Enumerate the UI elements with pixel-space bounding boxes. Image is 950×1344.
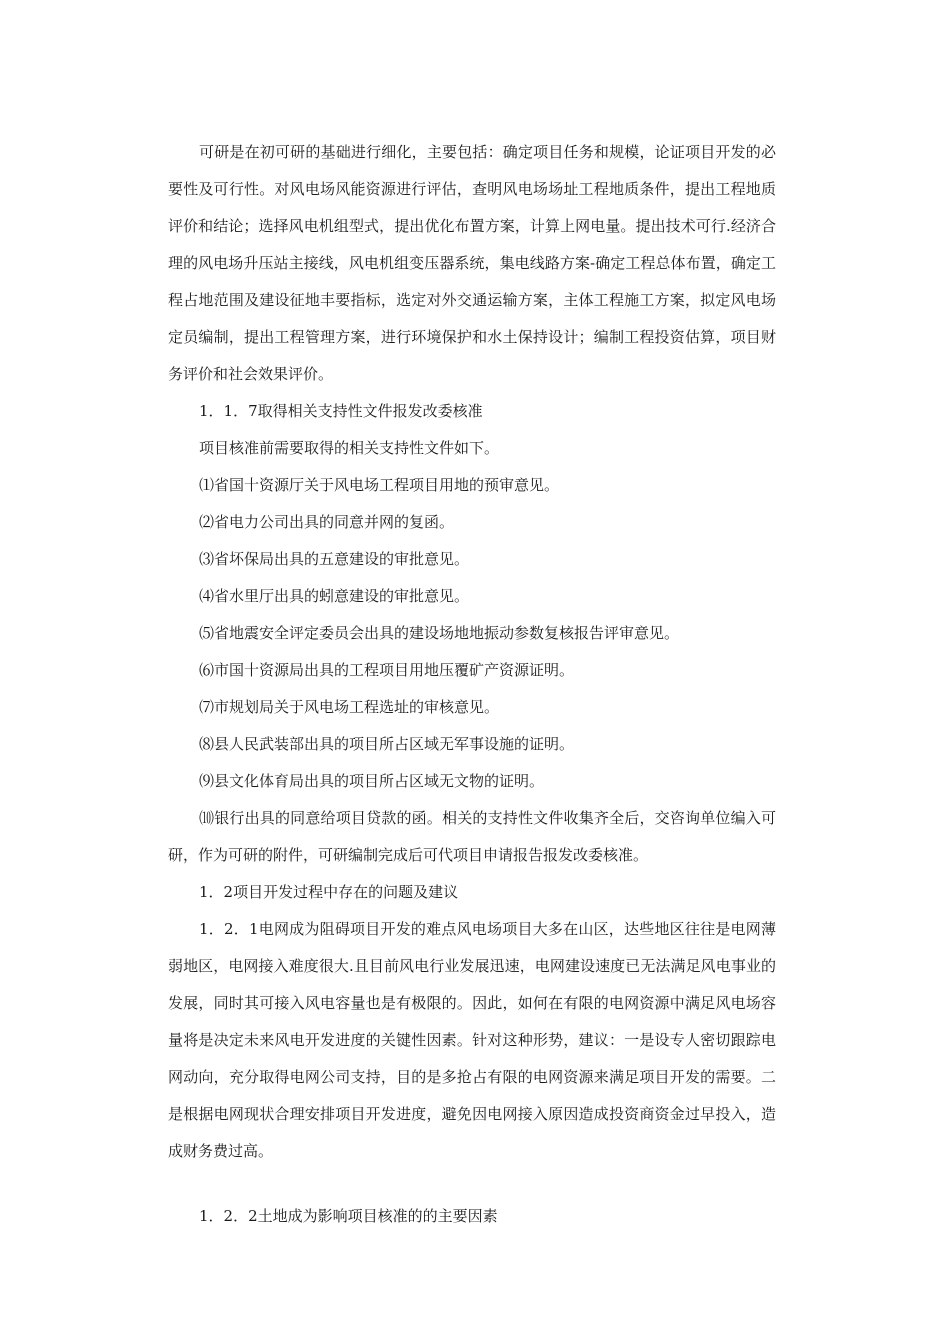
list-item: ⑶省坏保局出具的五意建设的审批意见。 [199, 550, 470, 568]
paragraph-gap [168, 1170, 776, 1198]
list-item: ⑻县人民武装部出具的项目所占区域无军事设施的证明。 [199, 735, 575, 753]
list-item: ⑷省水里厅出具的蚓意建设的审批意见。 [199, 587, 470, 605]
section-heading-1-1-7: 1．1．7取得相关支持性文件报发改委核准 [199, 402, 483, 420]
list-item-10-paragraph: ⑽银行出具的同意给项目贷款的函。相关的支持性文件收集齐全后，交咨询单位编入可研，作为可研的附件，可研编制完成后可代项目申请报告报发改委核准。 [168, 809, 776, 864]
document-body [168, 134, 776, 1235]
section-intro-1-1-7: 项目核准前需要取得的相关支持性文件如下。 [199, 439, 500, 457]
section-paragraph-1-2-1: 1．2．1电网成为阻碍项目开发的难点风电场项目大多在山区，达些地区往往是电网薄弱地区，电网接入难度很大.且目前风电行业发展迅速，电网建设速度已无法满足风电事业的发展，同时其可接入风电容量也是有极限的。因此，如何在有限的电网资源中满足风电场容量将是决定未来风电开发进度的关键性因素。针对这种形势，建议：一是设专人密切跟踪电网动向，充分取得电网公司支持，目的是多抢占有限的电网资源来满足项目开发的需要。二是根据电网现状合理安排项目开发进度，避免因电网接入原因造成投资商资金过早投入，造成财务费过高。 [168, 920, 776, 1160]
section-heading-1-2: 1．2项目开发过程中存在的问题及建议 [199, 883, 459, 901]
list-item: ⑼县文化体育局出具的项目所占区域无文物的证明。 [199, 772, 545, 790]
intro-paragraph: 可研是在初可研的基础进行细化，主要包括：确定项目任务和规模，论证项目开发的必要性及可行性。对风电场风能资源进行评估，查明风电场场址工程地质条件，提出工程地质评价和结论；选择风电机组型式，提出优化布置方案，计算上网电量。提出技术可行.经济合理的风电场升压站主接线，风电机组变压器系统，集电线路方案-确定工程总体布置，确定工程占地范围及建设征地丰要指标，选定对外交通运输方案，主体工程施工方案，拟定风电场定员编制，提出工程管理方案，进行环境保护和水土保持设计；编制工程投资估算，项目财务评价和社会效果评价。 [168, 143, 776, 383]
list-item: ⑹市国十资源局出具的工程项目用地压覆矿产资源证明。 [199, 661, 575, 679]
section-heading-1-2-2: 1．2．2土地成为影响项目核准的的主要因素 [199, 1207, 498, 1225]
list-item: ⑴省国十资源厅关于风电场工程项目用地的预审意见。 [199, 476, 560, 494]
list-item: ⑺市规划局关于风电场工程选址的审核意见。 [199, 698, 500, 716]
list-item: ⑸省地震安全评定委员会出具的建设场地地振动参数复核报告评审意见。 [199, 624, 680, 642]
list-item: ⑵省电力公司出具的同意并网的复函。 [199, 513, 455, 531]
